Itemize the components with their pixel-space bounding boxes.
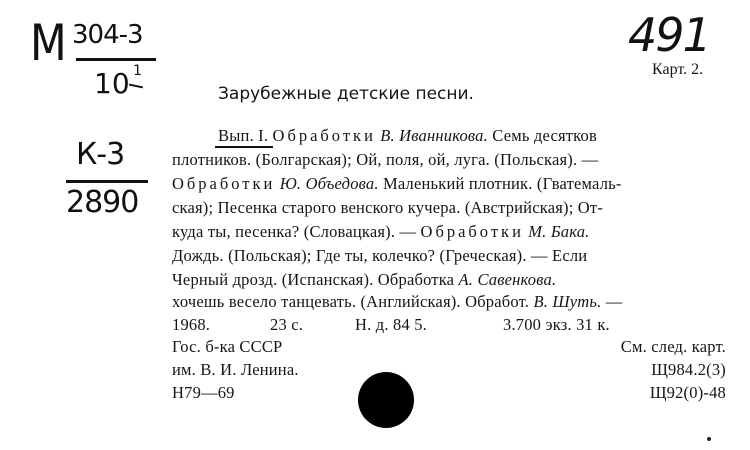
body-line bbox=[172, 152, 728, 169]
body-line bbox=[172, 294, 728, 311]
k-fraction-line bbox=[66, 180, 148, 183]
shelf-denominator: 10 bbox=[94, 67, 130, 100]
k-code: К-3 bbox=[76, 137, 125, 172]
spaced-heading: Обработки bbox=[172, 174, 276, 193]
inventory-number: 491 bbox=[628, 8, 710, 62]
see-next-card: См. след. карт. bbox=[620, 337, 726, 356]
copy-marker: 1 bbox=[133, 63, 142, 79]
body-segment: Дождь. (Польская); Где ты, колечко? (Греческая). — Если bbox=[172, 246, 588, 265]
body-segment: Вып. I. bbox=[218, 126, 273, 145]
arranger-name: Ю. Объедова. bbox=[275, 174, 379, 193]
stray-dot bbox=[707, 437, 711, 441]
imprint-year: 1968. bbox=[172, 315, 211, 334]
body-segment: Черный дрозд. (Испанская). Обработка bbox=[172, 270, 459, 289]
arranger-name: М. Бака. bbox=[523, 222, 590, 241]
copy-marker-stroke bbox=[129, 84, 143, 89]
arranger-name: В. Иванникова. bbox=[375, 126, 488, 145]
library-line-2: им. В. И. Ленина. bbox=[172, 360, 299, 379]
body-segment: плотников. (Болгарская); Ой, поля, ой, луга. (Польская). — bbox=[172, 150, 599, 169]
punch-hole bbox=[358, 372, 414, 428]
body-line bbox=[172, 224, 728, 241]
spaced-heading: Обработки bbox=[420, 222, 524, 241]
body-line bbox=[172, 248, 728, 265]
classification-code-2: Щ92(0)-48 bbox=[649, 383, 726, 402]
arranger-name: В. Шуть. bbox=[533, 292, 602, 311]
classification-code-1: Щ984.2(3) bbox=[651, 360, 726, 379]
body-segment: хочешь весело танцевать. (Английская). Обработ. bbox=[172, 292, 534, 311]
body-line bbox=[172, 272, 672, 289]
title: Зарубежные детские песни. bbox=[218, 84, 474, 104]
k-number: 2890 bbox=[66, 185, 139, 220]
body-line bbox=[218, 128, 692, 145]
body-segment: куда ты, песенка? (Словацкая). — bbox=[172, 222, 421, 241]
spaced-heading: Обработки bbox=[272, 126, 376, 145]
imprint-price: Н. д. 84 5. bbox=[355, 315, 428, 334]
imprint-print-run: 3.700 экз. 31 к. bbox=[503, 315, 610, 334]
arranger-name: А. Савенкова. bbox=[458, 270, 557, 289]
body-segment: ская); Песенка старого венского кучера. (Австрийская); От- bbox=[172, 198, 604, 217]
library-line-3: Н79—69 bbox=[172, 383, 235, 402]
shelf-letter: М bbox=[30, 14, 67, 72]
underline-mark bbox=[215, 146, 273, 148]
body-line bbox=[172, 176, 728, 193]
shelf-fraction-line bbox=[76, 58, 156, 61]
imprint-pages: 23 с. bbox=[270, 315, 304, 334]
card-number: Карт. 2. bbox=[652, 61, 704, 78]
body-segment: — bbox=[601, 292, 623, 311]
body-segment: Маленький плотник. (Гватемаль- bbox=[378, 174, 622, 193]
shelf-numerator: 304-3 bbox=[72, 20, 143, 50]
body-line bbox=[172, 200, 728, 217]
body-segment: Семь десятков bbox=[487, 126, 597, 145]
library-line-1: Гос. б-ка СССР bbox=[172, 337, 283, 356]
